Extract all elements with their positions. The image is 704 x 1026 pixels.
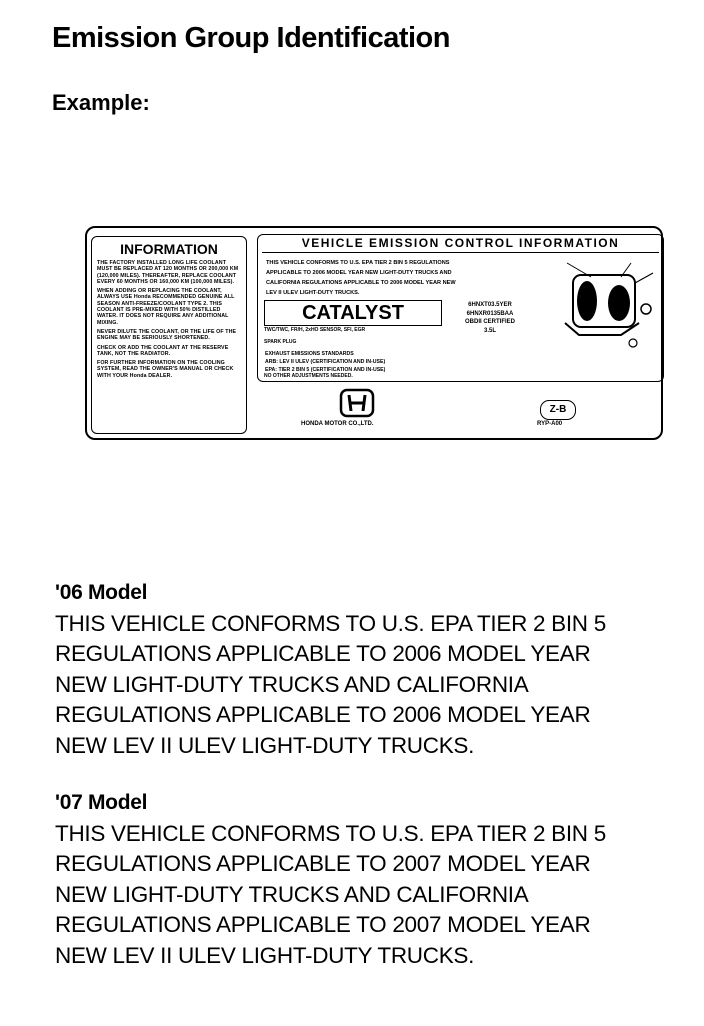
statement-line: THIS VEHICLE CONFORMS TO U.S. EPA TIER 2 BIN 5 — [55, 610, 606, 636]
model-07-section — [55, 788, 606, 971]
statement-line: NEW LIGHT-DUTY TRUCKS AND CALIFORNIA — [55, 881, 529, 907]
family-code: 6HNXT03.5YER — [468, 302, 512, 308]
information-heading: INFORMATION — [120, 241, 218, 257]
page-title: Emission Group Identification — [52, 22, 450, 54]
statement-line: REGULATIONS APPLICABLE TO 2006 MODEL YEAR — [55, 641, 591, 666]
label-part-code: RYP-A00 — [537, 421, 563, 427]
model-06-heading: '06 Model — [55, 581, 148, 604]
statement-line: NEW LEV II ULEV LIGHT-DUTY TRUCKS. — [55, 732, 475, 758]
statement-line: THIS VEHICLE CONFORMS TO U.S. EPA TIER 2 BIN 5 — [55, 820, 606, 846]
family-code: OBDII CERTIFIED — [464, 319, 515, 325]
manufacturer-name: HONDA MOTOR CO.,LTD. — [301, 421, 374, 427]
model-06-section — [55, 578, 606, 761]
statement-line: NEW LIGHT-DUTY TRUCKS AND CALIFORNIA — [55, 671, 529, 697]
conformity-line: THIS VEHICLE CONFORMS TO U.S. EPA TIER 2 BIN 5 REGULATIONS — [266, 260, 450, 266]
conformity-line: LEV II ULEV LIGHT-DUTY TRUCKS. — [266, 290, 360, 296]
statement-line: REGULATIONS APPLICABLE TO 2007 MODEL YEAR — [55, 912, 591, 937]
info-paragraph: NEVER DILUTE THE COOLANT, OR THE LIFE OF THE ENGINE MAY BE SERIOUSLY SHORTENED. — [97, 328, 237, 342]
statement-line: REGULATIONS APPLICABLE TO 2006 MODEL YEAR — [55, 702, 591, 727]
info-paragraph: THE FACTORY INSTALLED LONG LIFE COOLANT MUST BE REPLACED AT 120 MONTHS OR 200,000 KM (120,000 MILES). THEREAFTER, REPLACE COOLANT EVERY 60 MONTHS OR 160,000 KM (100,000 MILES). — [97, 260, 239, 285]
example-heading: Example: — [52, 90, 150, 115]
zb-badge: Z-B — [540, 400, 576, 420]
conformity-line: CALIFORNIA REGULATIONS APPLICABLE TO 2006 MODEL YEAR NEW — [266, 280, 456, 286]
emission-equipment-row: TWC/TWC, FR/H, 2xHO SENSOR, SFI, EGR — [264, 327, 366, 333]
emission-standards — [265, 350, 435, 374]
engine-family-codes — [448, 301, 532, 335]
coolant-information-panel — [91, 236, 247, 434]
family-code: 6HNXR0135BAA — [466, 310, 514, 317]
info-paragraph: WHEN ADDING OR REPLACING THE COOLANT, ALWAYS USE Honda RECOMMENDED GENUINE ALL SEASON ANTI-FREEZE/COOLANT TYPE 2. THIS COOLANT IS PRE-MIXED WITH 50% DISTILLED WATER. IT DOES NOT REQUIRE ANY ADDITIONAL MIXING. — [97, 288, 235, 326]
adjustments-row: NO OTHER ADJUSTMENTS NEEDED. — [264, 373, 353, 379]
emission-label-figure — [85, 226, 663, 440]
statement-line: NEW LEV II ULEV LIGHT-DUTY TRUCKS. — [55, 942, 475, 968]
standard-line: EXHAUST EMISSIONS STANDARDS — [265, 351, 354, 357]
standard-line: EPA: TIER 2 BIN 5 (CERTIFICATION AND IN-USE) — [265, 367, 386, 373]
veci-heading: VEHICLE EMISSION CONTROL INFORMATION — [301, 236, 620, 250]
statement-line: REGULATIONS APPLICABLE TO 2007 MODEL YEAR — [55, 851, 591, 876]
engine-diagram-icon — [561, 253, 659, 355]
standard-line: ARB: LEV II ULEV (CERTIFICATION AND IN-USE) — [265, 359, 386, 365]
spark-plug-row: SPARK PLUG — [264, 339, 297, 345]
model-07-heading: '07 Model — [55, 791, 148, 814]
catalyst-box: CATALYST — [264, 300, 442, 326]
family-code: 3.5L — [483, 327, 496, 334]
info-paragraph: CHECK OR ADD THE COOLANT AT THE RESERVE TANK, NOT THE RADIATOR. — [97, 344, 229, 357]
conformity-line: APPLICABLE TO 2006 MODEL YEAR NEW LIGHT-DUTY TRUCKS AND — [266, 270, 452, 276]
honda-logo-icon — [339, 388, 375, 418]
conformity-statement — [266, 258, 526, 298]
info-paragraph: FOR FURTHER INFORMATION ON THE COOLING SYSTEM, READ THE OWNER'S MANUAL OR CHECK WITH YOUR Honda DEALER. — [97, 360, 234, 379]
